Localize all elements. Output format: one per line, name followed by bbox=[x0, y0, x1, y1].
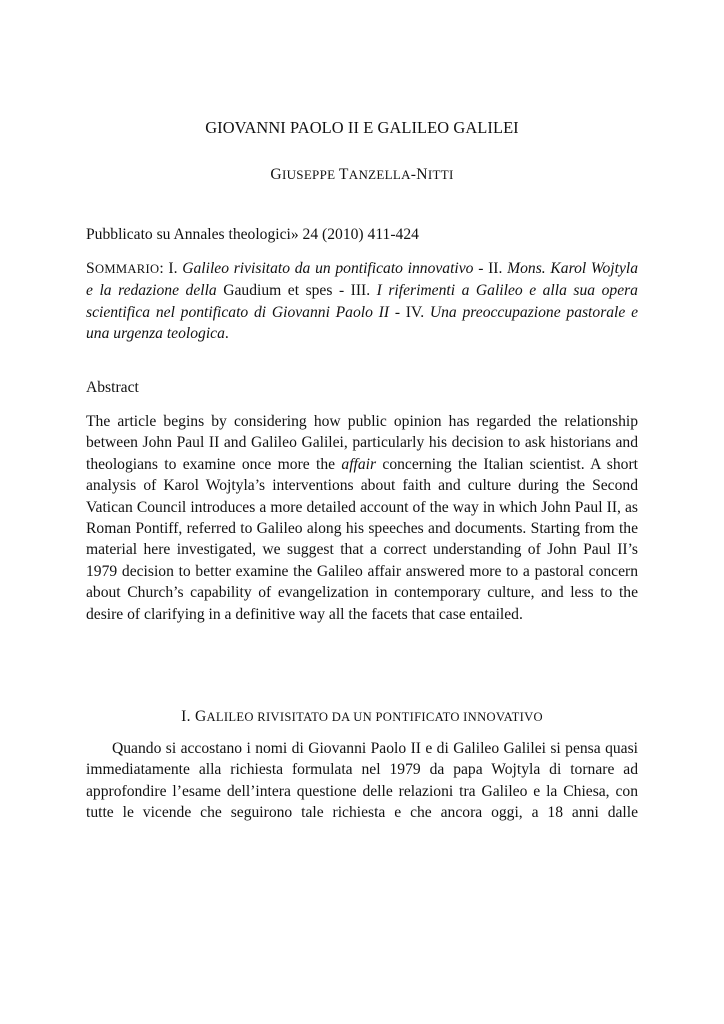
summary-end: . bbox=[224, 325, 229, 343]
summary-title-4: Una preoccupazione pastorale e una urgenza teologica bbox=[86, 303, 638, 343]
summary-num-4: - IV. bbox=[389, 303, 430, 321]
author-last2-initial: N bbox=[416, 166, 428, 183]
section-heading-rest: ALILEO RIVISITATO DA UN PONTIFICATO INNOVATIVO bbox=[206, 710, 543, 724]
abstract-text-b: concerning the Italian scientist. A short analysis of Karol Wojtyla’s interventions about faith and culture during the Second Vatican Council introduces a more detailed account of the way in which John Paul II, as Roman Pontiff, referred to Galileo along his speeches and documents. Starting from the material here investigated, we suggest that a correct understanding of John Paul II’s 1979 decision to better examine the Galileo affair answered more to a pastoral concern about Church’s capability of evangelization in contemporary culture, and less to the desire of clarifying in a definitive way all the facets that case entailed. bbox=[86, 455, 638, 623]
summary-colon: : bbox=[159, 260, 164, 277]
abstract-heading: Abstract bbox=[86, 379, 139, 396]
summary-num-1: I. bbox=[163, 260, 183, 277]
summary-label-cap: S bbox=[86, 260, 95, 277]
author-dash: - bbox=[410, 166, 417, 183]
author-first-initial: G bbox=[270, 166, 282, 183]
section-heading-cap: G bbox=[194, 708, 207, 725]
paper-title: GIOVANNI PAOLO II E GALILEO GALILEI bbox=[205, 118, 519, 137]
summary-label-rest: OMMARIO bbox=[94, 262, 160, 276]
summary-title-2b: Gaudium et spes bbox=[216, 282, 333, 300]
abstract-text-a: The article begins by considering how public opinion has regarded the relationship between John Paul II and Galileo Galilei, particularly his decision to ask historians and theologians to examine once more the bbox=[86, 413, 638, 473]
author-first-rest: IUSEPPE bbox=[281, 167, 336, 182]
summary-title-2a: Mons. Karol Wojtyla e la redazione della bbox=[86, 260, 638, 300]
author-name bbox=[0, 164, 724, 185]
author-last-initial: T bbox=[338, 166, 349, 183]
section-heading bbox=[0, 706, 724, 728]
summary-label bbox=[86, 262, 159, 276]
summary-num-3: - III. bbox=[332, 282, 377, 300]
summary-block bbox=[86, 258, 638, 345]
publication-info: Pubblicato su Annales theologici» 24 (2010) 411-424 bbox=[86, 226, 419, 243]
abstract-text bbox=[86, 411, 638, 625]
summary-title-3: I riferimenti a Galileo e alla sua opera scientifica nel pontificato di Giovanni Paolo II bbox=[86, 282, 638, 321]
author-last-rest: ANZELLA bbox=[348, 167, 411, 182]
section-heading-num: I. bbox=[181, 708, 195, 725]
body-paragraph: Quando si accostano i nomi di Giovanni Paolo II e di Galileo Galilei si pensa quasi immediatamente alla richiesta formulata nel 1979 da papa Wojtyla di tornare ad approfondire l’esame dell’intera questione delle relazioni tra Galileo e la Chiesa, con tutte le vicende che seguirono tale richiesta e che ancora oggi, a 18 anni dalle bbox=[86, 740, 638, 822]
author-last2-rest: ITTI bbox=[427, 167, 454, 182]
summary-num-2: - II. bbox=[473, 260, 508, 277]
abstract-text-italic: affair bbox=[341, 455, 377, 473]
summary-title-1: Galileo rivisitato da un pontificato innovativo bbox=[182, 260, 474, 277]
